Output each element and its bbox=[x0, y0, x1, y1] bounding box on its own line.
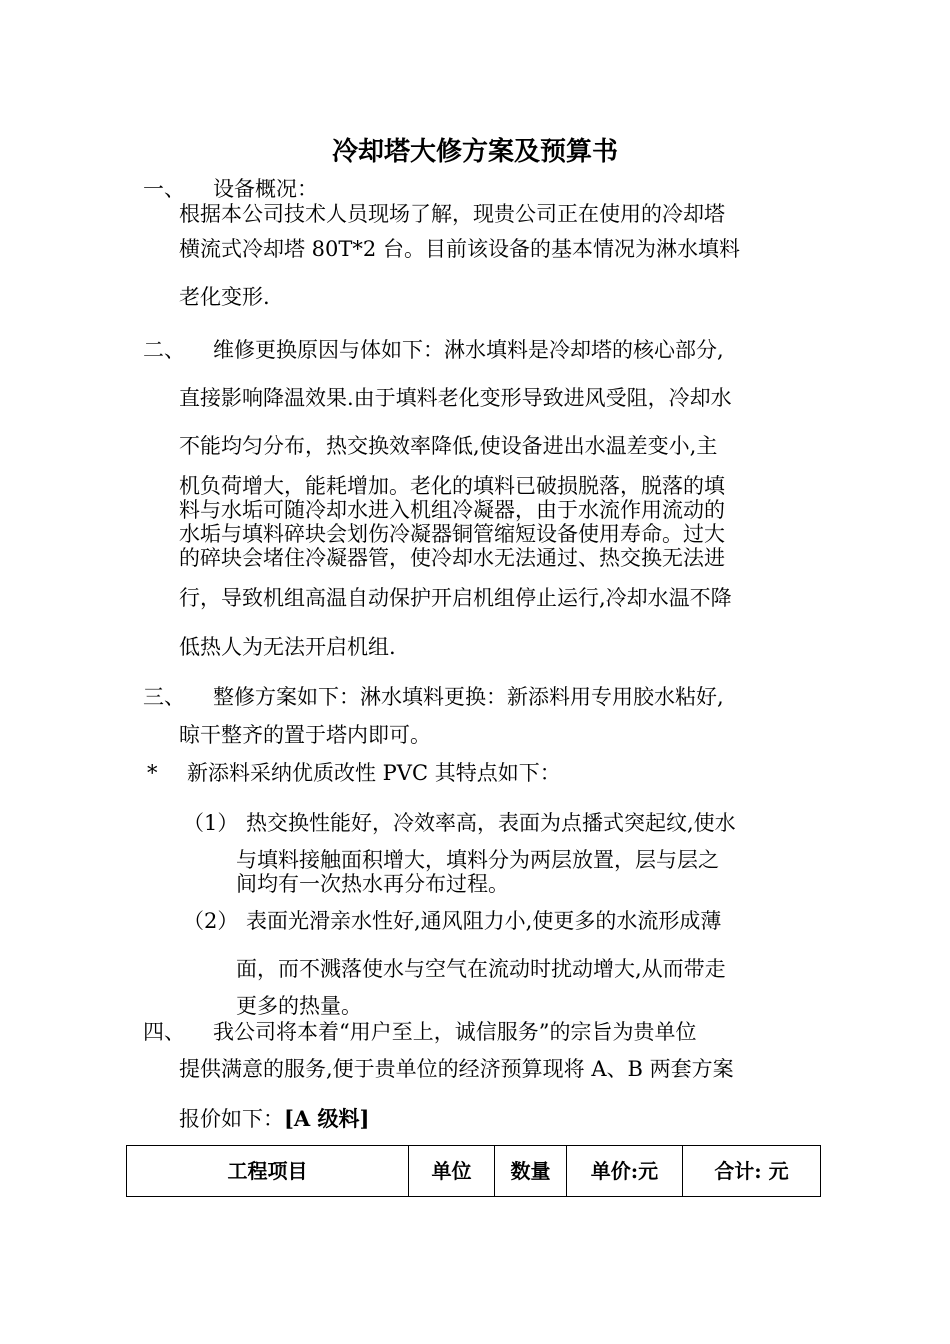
col-header-total: 合计: 元 bbox=[683, 1146, 821, 1197]
section-2-line-2: 不能均匀分布，热交换效率降低,使设备进出水温差变小,主 bbox=[179, 434, 718, 458]
section-3-number: 三、 bbox=[143, 685, 185, 709]
section-4-line-1: 提供满意的服务,便于贵单位的经济预算现将 A、B 两套方案 bbox=[179, 1057, 734, 1081]
col-header-unit: 单位 bbox=[409, 1146, 495, 1197]
col-header-project: 工程项目 bbox=[127, 1146, 409, 1197]
quote-prefix: 报价如下： bbox=[179, 1107, 284, 1131]
section-2-line-4: 料与水垢可随冷却水进入机组冷凝器，由于水流作用流动的 bbox=[179, 498, 725, 522]
document-title: 冷却塔大修方案及预算书 bbox=[331, 137, 618, 167]
section-4-heading: 我公司将本着“用户至上，诚信服务”的宗旨为贵单位 bbox=[213, 1020, 697, 1044]
section-2-line-8: 低热人为无法开启机组. bbox=[179, 635, 396, 659]
section-4-number: 四、 bbox=[143, 1020, 185, 1044]
feature-1-number: （1） bbox=[183, 811, 239, 835]
section-1-number: 一、 bbox=[143, 177, 185, 201]
section-2-number: 二、 bbox=[143, 338, 185, 362]
section-1-line-2: 横流式冷却塔 80T*2 台。目前该设备的基本情况为淋水填料 bbox=[179, 237, 740, 261]
table-header-row bbox=[127, 1146, 821, 1197]
section-1-heading: 设备概况： bbox=[213, 177, 318, 201]
section-2-line-6: 的碎块会堵住冷凝器管，使冷却水无法通过、热交换无法进 bbox=[179, 546, 725, 570]
grade-label: [A 级料] bbox=[284, 1106, 370, 1131]
feature-1-line-2: 与填料接触面积增大，填料分为两层放置，层与层之 bbox=[236, 848, 719, 872]
section-3-line-1: 晾干整齐的置于塔内即可。 bbox=[179, 723, 431, 747]
feature-2-number: （2） bbox=[183, 909, 239, 933]
section-1-line-3: 老化变形. bbox=[179, 285, 270, 309]
feature-1-line-1: 热交换性能好，冷效率高，表面为点播式突起纹,使水 bbox=[246, 811, 736, 835]
col-header-unit-price: 单价:元 bbox=[567, 1146, 683, 1197]
feature-2-line-2: 面，而不溅落使水与空气在流动时扰动增大,从而带走 bbox=[236, 957, 726, 981]
section-3-heading: 整修方案如下：淋水填料更换：新添料用专用胶水粘好, bbox=[213, 685, 724, 709]
section-2-line-3: 机负荷增大，能耗增加。老化的填料已破损脱落，脱落的填 bbox=[179, 474, 725, 498]
feature-1-line-3: 间均有一次热水再分布过程。 bbox=[236, 872, 509, 896]
section-2-line-1: 直接影响降温效果.由于填料老化变形导致进风受阻，冷却水 bbox=[179, 386, 732, 410]
section-2-line-7: 行，导致机组高温自动保护开启机组停止运行,冷却水温不降 bbox=[179, 586, 732, 610]
section-4-line-2 bbox=[179, 1106, 369, 1132]
pricing-table bbox=[126, 1145, 821, 1197]
feature-2-line-1: 表面光滑亲水性好,通风阻力小,使更多的水流形成薄 bbox=[246, 909, 722, 933]
feature-2-line-3: 更多的热量。 bbox=[236, 994, 362, 1018]
star-bullet: * bbox=[147, 761, 158, 785]
section-1-line-1: 根据本公司技术人员现场了解，现贵公司正在使用的冷却塔 bbox=[179, 202, 725, 226]
star-bullet-text: 新添料采纳优质改性 PVC 其特点如下： bbox=[187, 761, 561, 785]
section-2-heading: 维修更换原因与体如下：淋水填料是冷却塔的核心部分, bbox=[213, 338, 724, 362]
section-2-line-5: 水垢与填料碎块会划伤冷凝器铜管缩短设备使用寿命。过大 bbox=[179, 522, 725, 546]
col-header-quantity: 数量 bbox=[495, 1146, 567, 1197]
